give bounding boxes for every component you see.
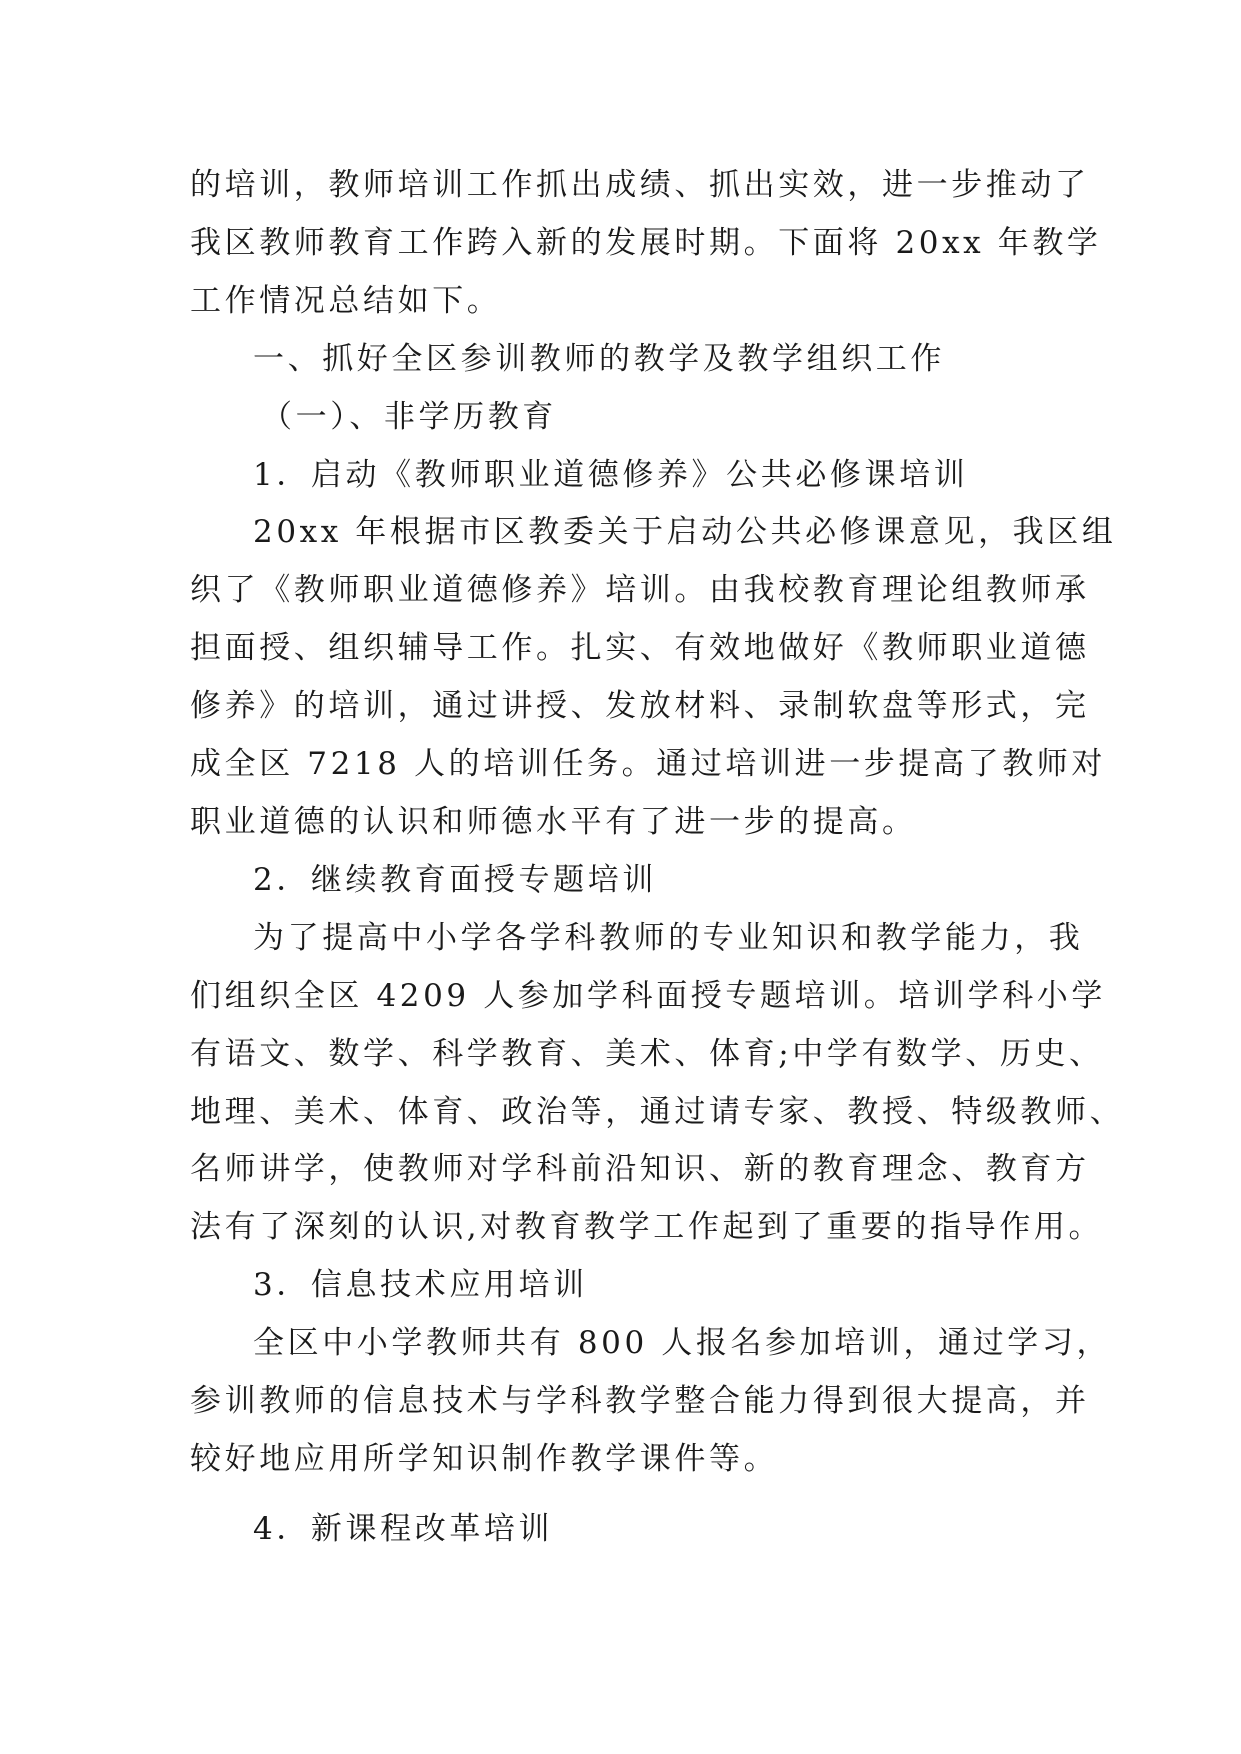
item-heading: 1．启动《教师职业道德修养》公共必修课培训 [253, 456, 969, 493]
body-line: 全区中小学教师共有 800 人报名参加培训，通过学习， [253, 1325, 1112, 1362]
body-line: 织了《教师职业道德修养》培训。由我校教育理论组教师承 [190, 572, 1090, 609]
body-line: 名师讲学，使教师对学科前沿知识、新的教育理念、教育方 [190, 1151, 1090, 1188]
body-line: 有语文、数学、科学教育、美术、体育;中学有数学、历史、 [190, 1035, 1104, 1072]
document-body [190, 157, 1125, 1559]
body-line: 担面授、组织辅导工作。扎实、有效地做好《教师职业道德 [190, 630, 1090, 667]
body-line: 我区教师教育工作跨入新的发展时期。下面将 20xx 年教学 [190, 224, 1102, 261]
item-heading: 3．信息技术应用培训 [253, 1267, 588, 1304]
body-line: 们组织全区 4209 人参加学科面授专题培训。培训学科小学 [190, 977, 1106, 1014]
body-line: 法有了深刻的认识,对教育教学工作起到了重要的指导作用。 [190, 1209, 1104, 1246]
section-heading: 一、抓好全区参训教师的教学及教学组织工作 [253, 340, 945, 377]
subsection-heading: （一）、非学历教育 [261, 398, 557, 435]
body-line: 参训教师的信息技术与学科教学整合能力得到很大提高，并 [190, 1383, 1090, 1420]
body-line: 20xx 年根据市区教委关于启动公共必修课意见，我区组 [253, 514, 1117, 551]
body-line: 职业道德的认识和师德水平有了进一步的提高。 [190, 803, 917, 840]
body-line: 的培训，教师培训工作抓出成绩、抓出实效，进一步推动了 [190, 167, 1090, 203]
body-line: 修养》的培训，通过讲授、发放材料、录制软盘等形式，完 [190, 688, 1090, 725]
item-heading: 4．新课程改革培训 [253, 1510, 554, 1547]
item-heading: 2．继续教育面授专题培训 [253, 861, 657, 898]
body-line: 地理、美术、体育、政治等，通过请专家、教授、特级教师、 [190, 1093, 1125, 1130]
body-line: 工作情况总结如下。 [190, 282, 502, 319]
body-line: 成全区 7218 人的培训任务。通过培训进一步提高了教师对 [190, 746, 1106, 783]
body-line: 较好地应用所学知识制作教学课件等。 [190, 1440, 779, 1477]
body-line: 为了提高中小学各学科教师的专业知识和教学能力，我 [253, 919, 1084, 956]
